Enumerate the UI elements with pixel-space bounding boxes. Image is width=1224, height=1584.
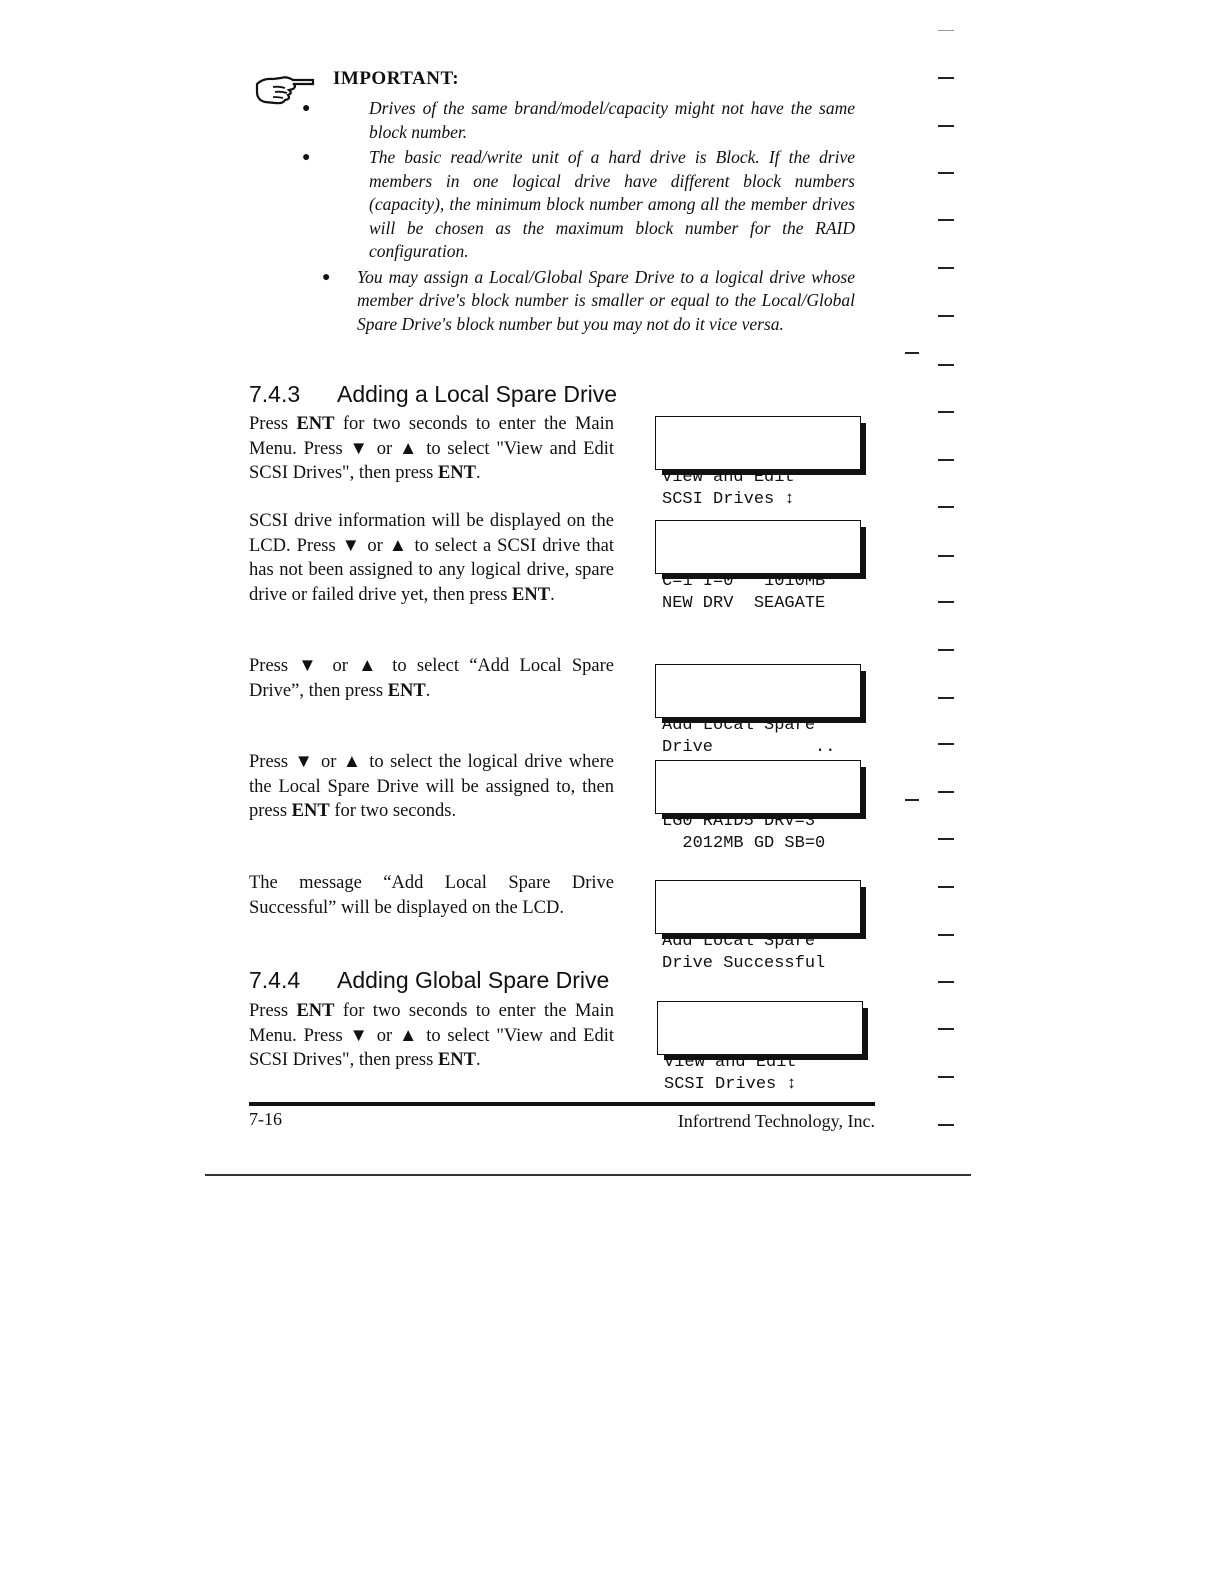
step-text: Press ▼ or ▲ to select “Add Local Spare Drive”, then press ENT. <box>249 656 614 701</box>
lcd-display: View and Edit SCSI Drives ↕ <box>655 416 861 470</box>
step-text: Press ▼ or ▲ to select the logical drive where the Local Spare Drive will be assigned to, then press ENT for two seconds. <box>249 752 614 821</box>
important-bullet: ● Drives of the same brand/model/capacity might not have the same block number. <box>302 98 855 142</box>
edge-mark <box>938 411 954 413</box>
edge-mark <box>938 267 954 269</box>
edge-mark <box>938 459 954 461</box>
edge-mark <box>938 1028 954 1030</box>
lcd-display: Add Local Spare Drive .. <box>655 664 861 718</box>
page-number: 7-16 <box>249 1109 282 1129</box>
edge-mark <box>938 743 954 745</box>
bullet-dot: ● <box>322 269 331 285</box>
edge-mark <box>938 219 954 221</box>
edge-mark <box>905 799 919 801</box>
lcd-display: C=1 I=0 1010MB NEW DRV SEAGATE <box>655 520 861 574</box>
edge-mark <box>938 1124 954 1126</box>
edge-mark <box>938 77 954 79</box>
edge-mark <box>938 364 954 366</box>
section-heading-744: 7.4.4 Adding Global Spare Drive <box>249 967 610 993</box>
edge-mark <box>938 697 954 699</box>
company-name: Infortrend Technology, Inc. <box>677 1111 875 1131</box>
edge-mark <box>938 981 954 983</box>
important-bullet: ● The basic read/write unit of a hard drive is Block. If the drive members in one logical drive have different block numbers (capacity), the minimum block number among all the member drives will be chosen as the maximum block number for the RAID configuration. <box>302 147 855 261</box>
lcd-display: Add Local Spare Drive Successful <box>655 880 861 934</box>
edge-mark <box>938 30 954 31</box>
step-text: SCSI drive information will be displayed on the LCD. Press ▼ or ▲ to select a SCSI drive that has not been assigned to any logical drive, spare drive or failed drive yet, then press ENT. <box>249 511 614 605</box>
step-text: The message “Add Local Spare Drive Successful” will be displayed on the LCD. <box>249 873 614 918</box>
edge-mark <box>905 352 919 354</box>
edge-mark <box>938 555 954 557</box>
edge-mark <box>938 125 954 127</box>
step-text: Press ENT for two seconds to enter the Main Menu. Press ▼ or ▲ to select "View and Edit SCSI Drives", then press ENT. <box>249 414 614 483</box>
edge-mark <box>938 791 954 793</box>
lcd-display: LG0 RAID5 DRV=3 2012MB GD SB=0 <box>655 760 861 814</box>
important-bullets <box>302 97 855 338</box>
bullet-dot: ● <box>302 101 311 116</box>
edge-mark <box>938 172 954 174</box>
edge-mark <box>938 886 954 888</box>
edge-mark <box>938 838 954 840</box>
important-heading: IMPORTANT: <box>333 68 460 89</box>
important-bullet: ● You may assign a Local/Global Spare Drive to a logical drive whose member drive's block number is smaller or equal to the Local/Global Spare Drive's block number but you may not do it vice versa. <box>322 266 855 334</box>
edge-mark <box>938 649 954 651</box>
lcd-display: View and Edit SCSI Drives ↕ <box>657 1001 863 1055</box>
edge-mark <box>938 601 954 603</box>
section-heading-743: 7.4.3 Adding a Local Spare Drive <box>249 381 617 407</box>
edge-mark <box>938 934 954 936</box>
edge-mark <box>938 315 954 317</box>
footer-rule <box>249 1102 875 1106</box>
edge-mark <box>938 506 954 508</box>
bullet-dot: ● <box>302 150 311 165</box>
step-text: Press ENT for two seconds to enter the Main Menu. Press ▼ or ▲ to select "View and Edit SCSI Drives", then press ENT. <box>249 1001 614 1070</box>
edge-mark <box>938 1076 954 1078</box>
page-edge-line <box>205 1174 971 1176</box>
